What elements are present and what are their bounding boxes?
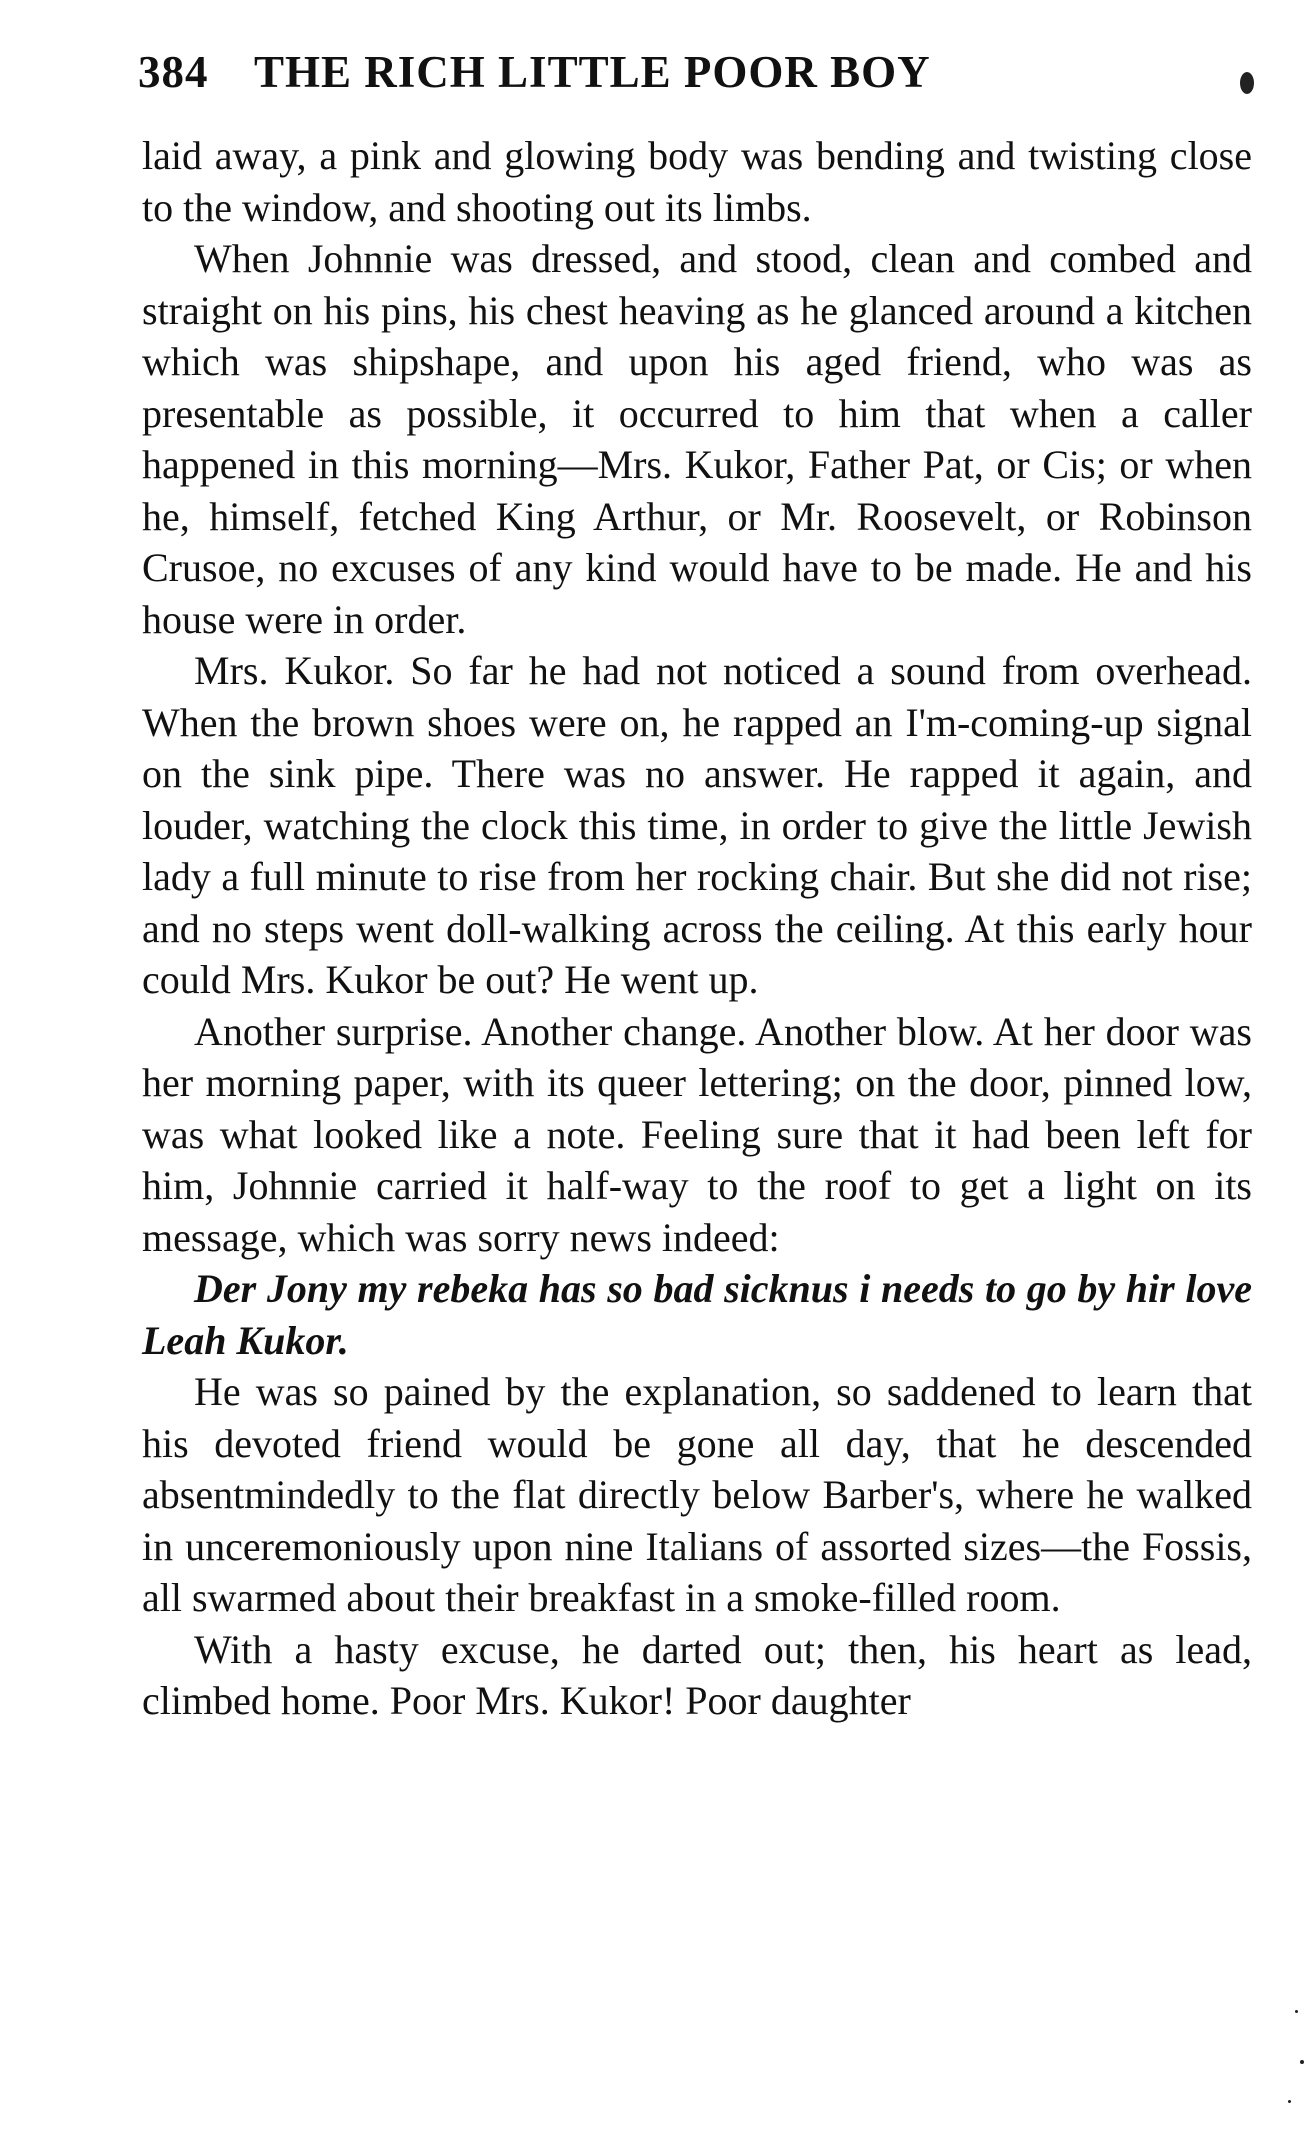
ink-speck <box>1300 2060 1304 2064</box>
paragraph-another-surprise: Another surprise. Another change. Another blow. At her door was her morning paper, with its queer lettering; on the door, pinned low, was what looked like a note. Feeling sure that it had been left for him, Johnnie carried it half-way to the roof to get a light on its message, which was sorry news indeed: <box>142 1008 1252 1260</box>
ink-speck <box>1295 2010 1298 2013</box>
paragraph-hasty-excuse: With a hasty excuse, he darted out; then, his heart as lead, climbed home. Poor Mrs. Kukor! Poor daughter <box>142 1626 1252 1723</box>
paragraph-johnnie-dressed: When Johnnie was dressed, and stood, clean and combed and straight on his pins, his chest heaving as he glanced around a kitchen which was shipshape, and upon his aged friend, who was as presentable as possible, it occurred to him that when a caller happened in this morning—Mrs. Kukor, Father Pat, or Cis; or when he, himself, fetched King Arthur, or Mr. Roosevelt, or Robinson Crusoe, no excuses of any kind would have to be made. He and his house were in order. <box>142 236 1252 642</box>
body-text <box>142 130 1252 1727</box>
paragraph-pained: He was so pained by the explanation, so saddened to learn that his devoted friend would be gone all day, that he descended absentmindedly to the flat directly below Barber's, where he walked in unceremoniously upon nine Italians of assorted sizes—the Fossis, all swarmed about their breakfast in a smoke-filled room. <box>142 1369 1252 1620</box>
paragraph-mrs-kukor: Mrs. Kukor. So far he had not noticed a sound from overhead. When the brown shoes were on, he rapped an I'm-coming-up signal on the sink pipe. There was no answer. He rapped it again, and louder, watching the clock this time, in order to give the little Jewish lady a full minute to rise from her rocking chair. But she did not rise; and no steps went doll-walking across the ceiling. At this early hour could Mrs. Kukor be out? He went up. <box>142 648 1252 1002</box>
ink-speck <box>1288 2100 1291 2103</box>
ink-speck <box>1240 72 1254 94</box>
running-title: THE RICH LITTLE POOR BOY <box>254 47 931 97</box>
running-header <box>138 42 1268 102</box>
paragraph-continuation: laid away, a pink and glowing body was bending and twisting close to the window, and shooting out its limbs. <box>142 133 1252 230</box>
handwritten-note-quote: Der Jony my rebeka has so bad sicknus i needs to go by hir love Leah Kukor. <box>142 1266 1252 1363</box>
page-number: 384 <box>138 47 209 97</box>
